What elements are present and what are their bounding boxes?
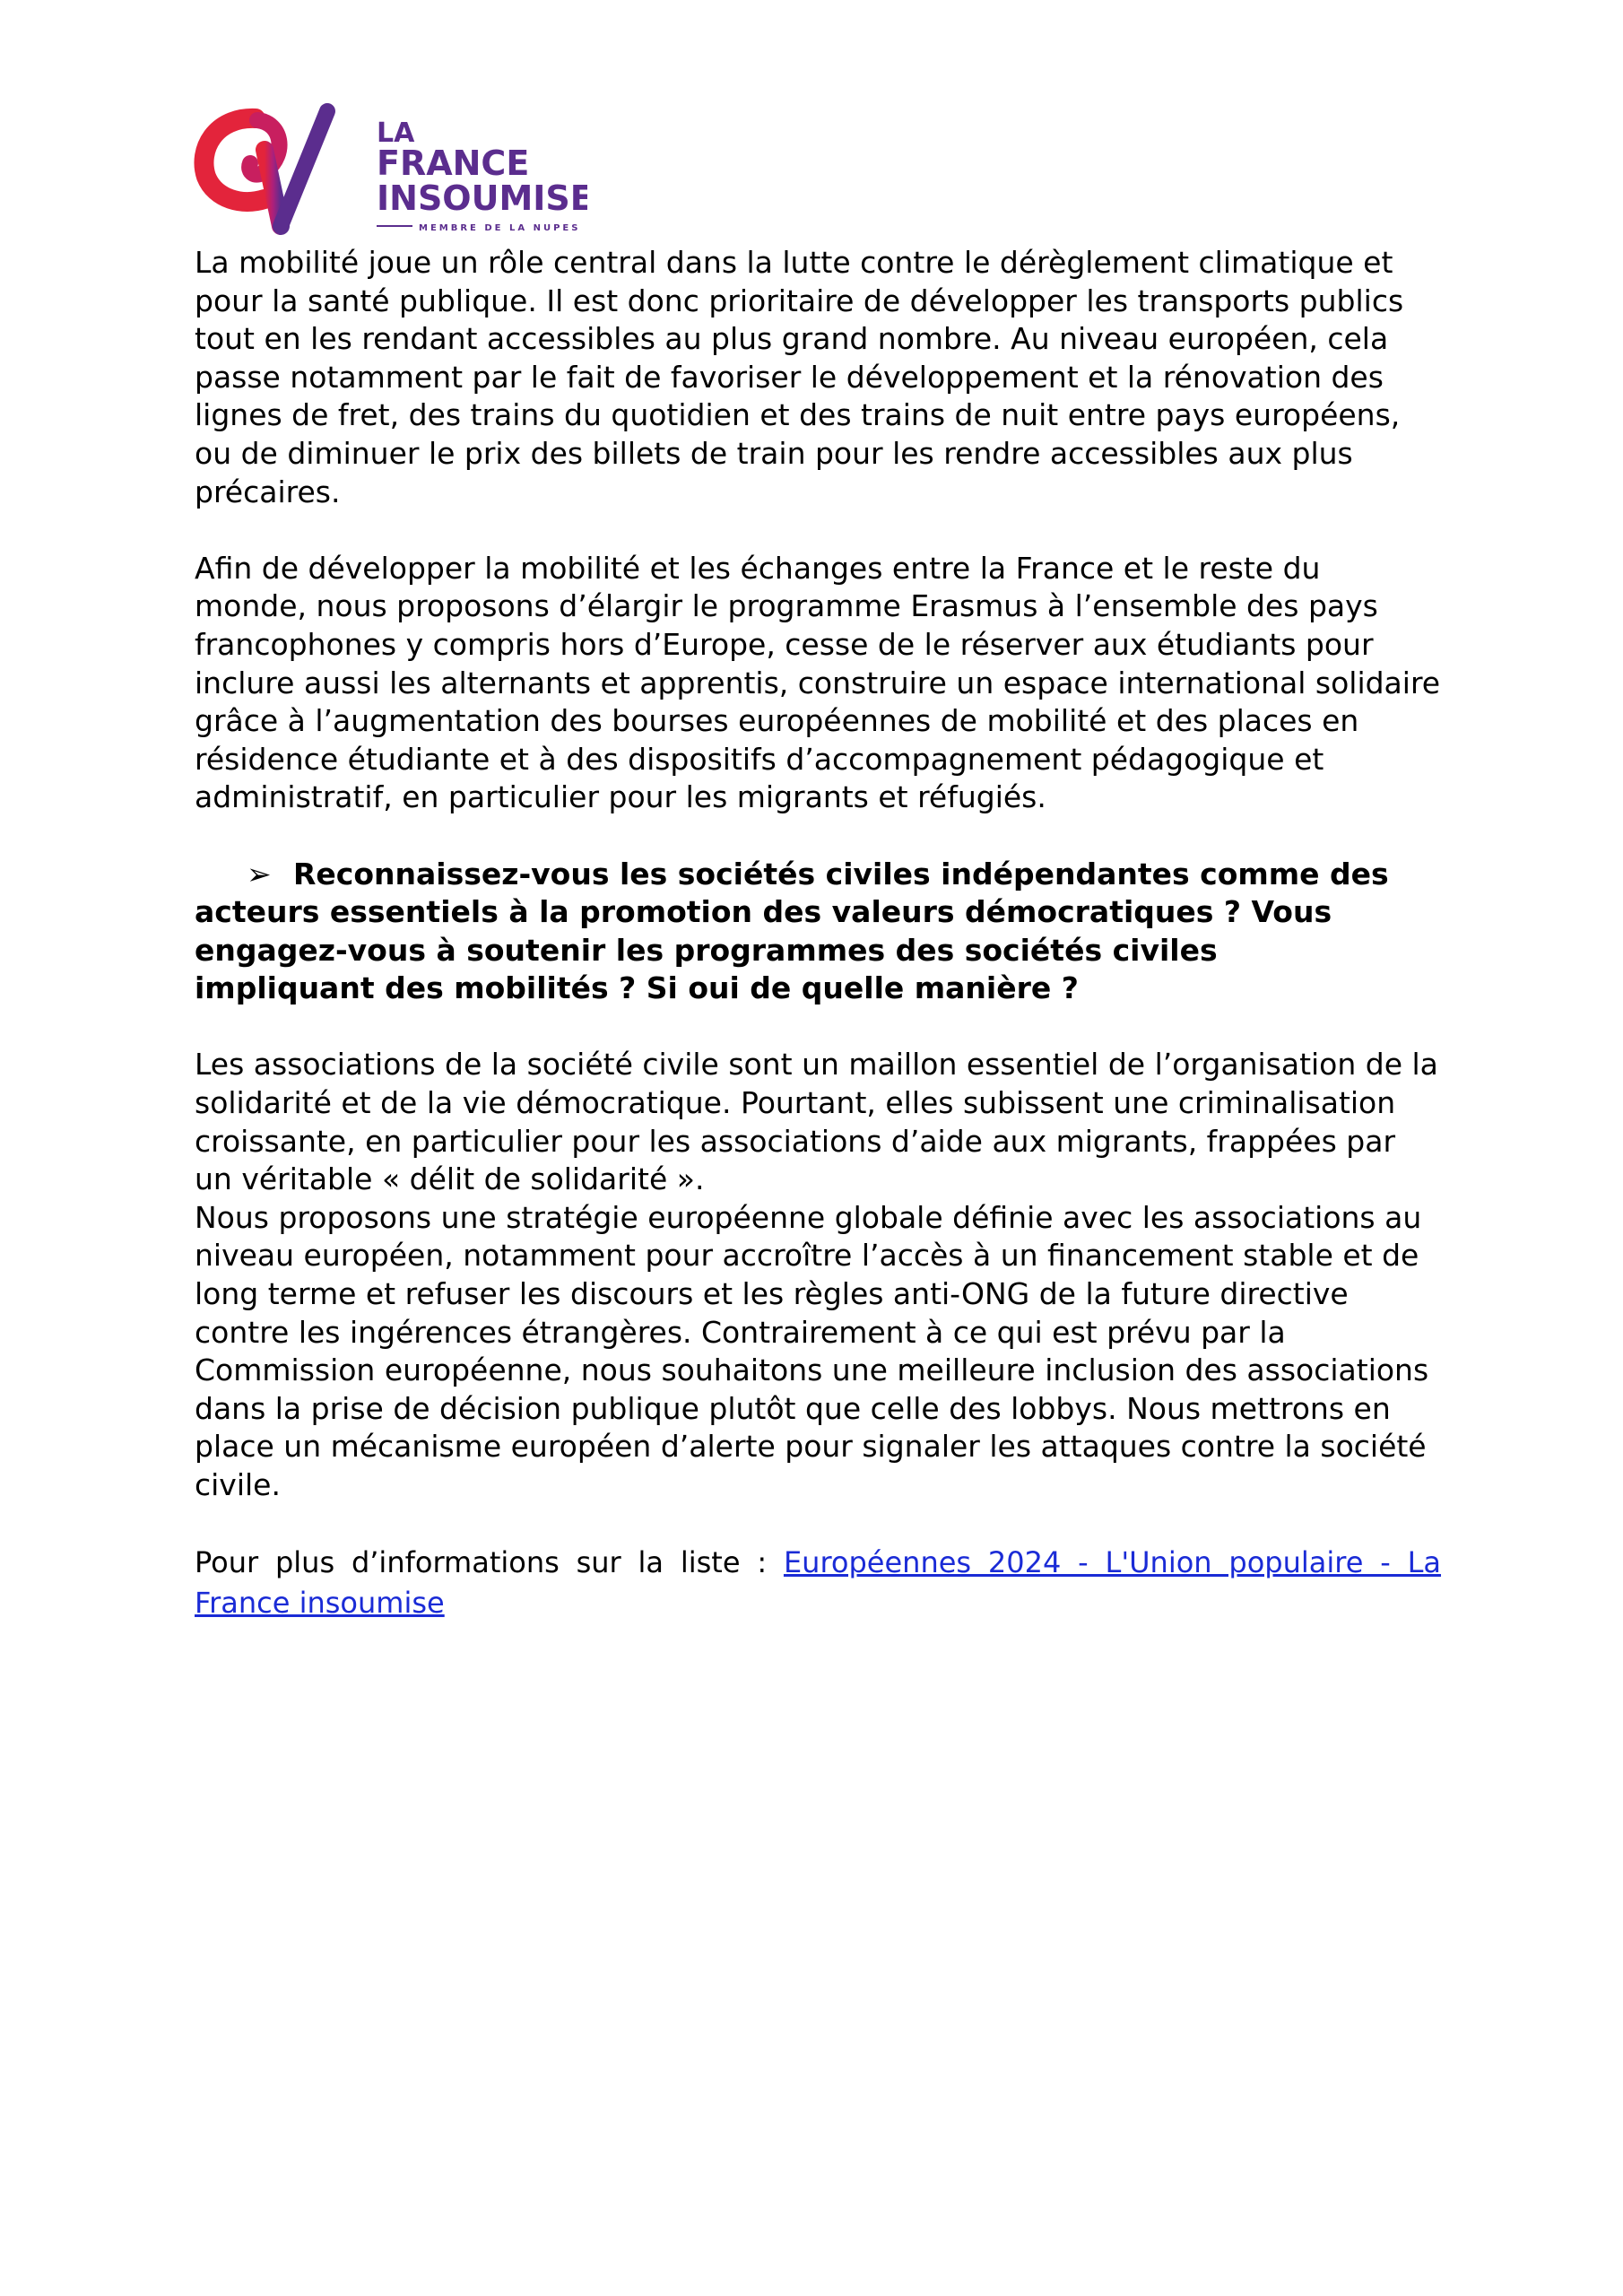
question-civil-society bbox=[195, 856, 1441, 1008]
paragraph-strategy: Nous proposons une stratégie européenne globale définie avec les associations au niveau européen, notamment pour accroître l’accès à un financement stable et de long terme et refuser les discours et les règles anti-ONG de la future directive contre les ingérences étrangères. Contrairement à ce qui est prévu par la Commission européenne, nous souhaitons une meilleure inclusion des associations dans la prise de décision publique plutôt que celle des lobbys. Nous mettrons en place un mécanisme européen d’alerte pour signaler les attaques contre la société civile. bbox=[195, 1199, 1429, 1502]
logo-tagline: MEMBRE DE LA NUPES bbox=[419, 223, 581, 233]
more-info-footer bbox=[195, 1543, 1441, 1623]
logo-line-france: FRANCE bbox=[377, 144, 530, 183]
more-info-link[interactable]: Européennes 2024 - L'Union populaire - La France insoumise bbox=[195, 1545, 1442, 1621]
more-info-prefix: Pour plus d’informations sur la liste : bbox=[195, 1545, 768, 1580]
question-first-line bbox=[195, 856, 1441, 894]
question-line-4: impliquant des mobilités ? Si oui de quelle manière ? bbox=[195, 970, 1079, 1006]
la-france-insoumise-logo bbox=[193, 100, 587, 235]
paragraph-associations: Les associations de la société civile sont un maillon essentiel de l’organisation de la solidarité et de la vie démocratique. Pourtant, elles subissent une criminalisation croissante, en particulier pour les associations d’aide aux migrants, frappées par un véritable « délit de solidarité ». bbox=[195, 1047, 1438, 1197]
paragraph-mobility: La mobilité joue un rôle central dans la lutte contre le dérèglement climatique et pour la santé publique. Il est donc prioritaire de développer les transports publics tout en les rendant accessibles au plus grand nombre. Au niveau européen, cela passe notamment par le fait de favoriser le développement et la rénovation des lignes de fret, des trains du quotidien et des trains de nuit entre pays européens, ou de diminuer le prix des billets de train pour les rendre accessibles aux plus précaires. bbox=[195, 245, 1404, 509]
logo-line-insoumise: INSOUMISE bbox=[377, 178, 587, 218]
logo-line-la: LA bbox=[377, 117, 415, 149]
arrow-bullet-icon: ➢ bbox=[247, 856, 272, 891]
question-line-1: Reconnaissez-vous les sociétés civiles indépendantes comme des bbox=[293, 856, 1389, 891]
lfi-phi-logo-icon bbox=[193, 100, 587, 235]
question-line-2: acteurs essentiels à la promotion des valeurs démocratiques ? Vous bbox=[195, 894, 1332, 930]
paragraph-erasmus: Afin de développer la mobilité et les échanges entre la France et le reste du monde, nous proposons d’élargir le programme Erasmus à l’ensemble des pays francophones y compris hors d’Europe, cesse de le réserver aux étudiants pour inclure aussi les alternants et apprentis, construire un espace international solidaire grâce à l’augmentation des bourses européennes de mobilité et des places en résidence étudiante et à des dispositifs d’accompagnement pédagogique et administratif, en particulier pour les migrants et réfugiés. bbox=[195, 550, 1441, 815]
document-body bbox=[195, 244, 1441, 1623]
question-line-3: engagez-vous à soutenir les programmes des sociétés civiles bbox=[195, 932, 1218, 968]
